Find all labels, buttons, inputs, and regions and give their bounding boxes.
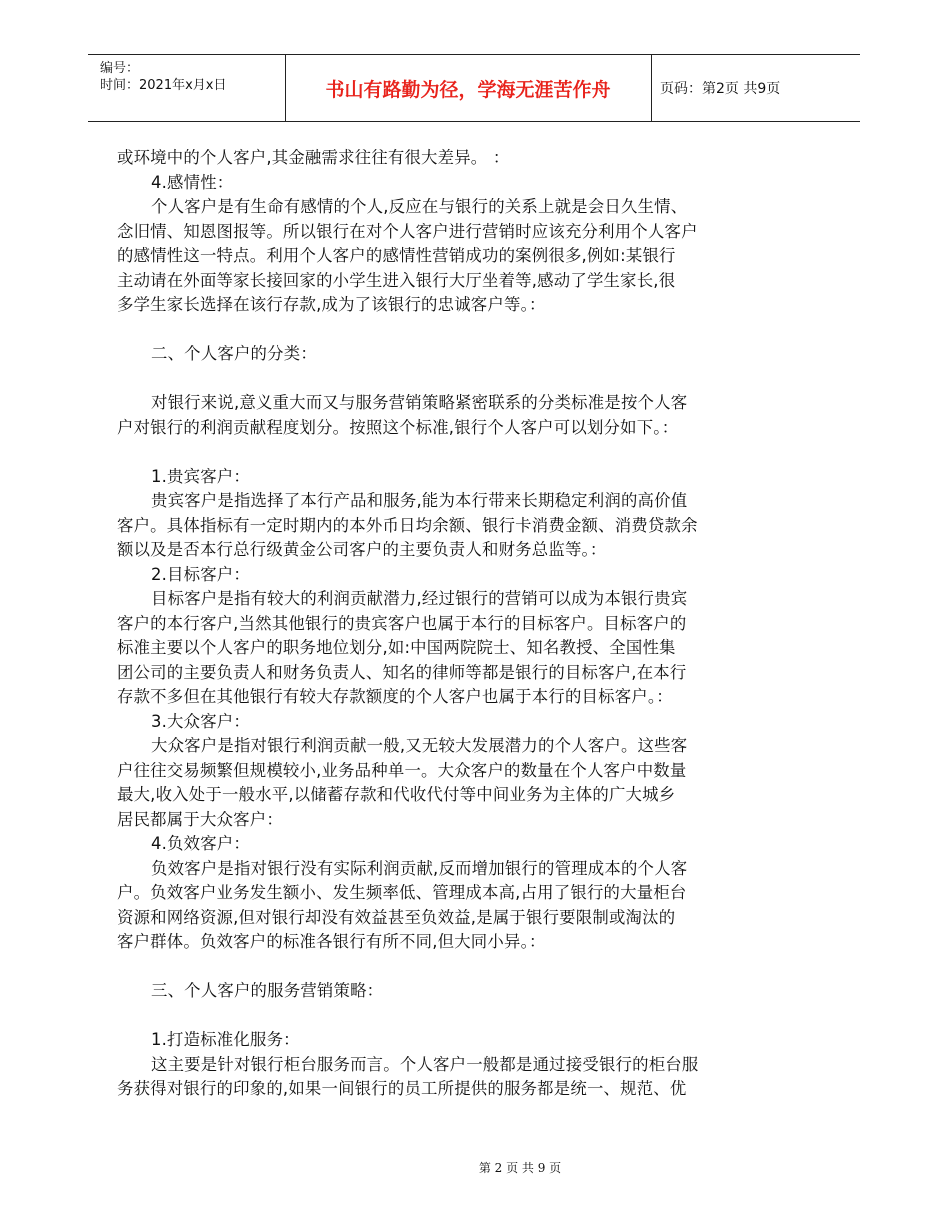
paragraph-gap: [117, 318, 782, 343]
body-line: 客户。具体指标有一定时期内的本外币日均余额、银行卡消费金额、消费贷款余: [117, 515, 698, 535]
subheading: 4.感情性：: [151, 172, 234, 192]
section-heading: 二、个人客户的分类：: [151, 344, 317, 363]
subheading: 1.打造标准化服务：: [151, 1030, 300, 1049]
header-divider-right: [651, 54, 652, 122]
body-line: 标准主要以个人客户的职务地位划分,如:中国两院院士、知名教授、全国性集: [117, 638, 676, 657]
paragraph-gap: [117, 1004, 782, 1029]
body-line: 贵宾客户是指选择了本行产品和服务,能为本行带来长期稳定利润的高价值: [151, 491, 688, 510]
body-line: 额以及是否本行总行级黄金公司客户的主要负责人和财务总监等。：: [117, 540, 607, 559]
body-line: 存款不多但在其他银行有较大存款额度的个人客户也属于本行的目标客户。：: [117, 687, 673, 706]
section-heading: 三、个人客户的服务营销策略：: [151, 981, 384, 1000]
body-line: 的感情性这一特点。利用个人客户的感情性营销成功的案例很多,例如:某银行: [117, 246, 676, 265]
paragraph-gap: [117, 440, 782, 465]
body-line: 大众客户是指对银行利润贡献一般,又无较大发展潜力的个人客户。这些客: [151, 736, 688, 755]
body-line: 居民都属于大众客户：: [117, 809, 283, 829]
body-line: 资源和网络资源,但对银行却没有效益甚至负效益,是属于银行要限制或淘汰的: [117, 907, 676, 927]
body-line: 这主要是针对银行柜台服务而言。个人客户一般都是通过接受银行的柜台服: [151, 1054, 699, 1074]
header-time-label: 时间：2021年x月x日: [100, 78, 227, 93]
body-line: 对银行来说,意义重大而又与服务营销策略紧密联系的分类标准是按个人客: [151, 393, 688, 412]
document-body: [117, 146, 782, 1102]
subheading: 4.负效客户：: [151, 834, 250, 853]
subheading: 1.贵宾客户：: [151, 466, 250, 486]
body-line: 户。负效客户业务发生额小、发生频率低、管理成本高,占用了银行的大量柜台: [117, 883, 687, 902]
subheading: 3.大众客户：: [151, 711, 250, 731]
body-line: 或环境中的个人客户,其金融需求往往有很大差异。 ：: [117, 148, 510, 167]
body-line: 客户的本行客户,当然其他银行的贵宾客户也属于本行的目标客户。目标客户的: [117, 613, 687, 633]
header-motto: 书山有路勤为径，学海无涯苦作舟: [325, 78, 611, 101]
subheading: 2.目标客户：: [151, 564, 250, 584]
body-line: 最大,收入处于一般水平,以储蓄存款和代收代付等中间业务为主体的广大城乡: [117, 785, 676, 804]
page-footer: 第 2 页 共 9 页: [478, 1161, 562, 1175]
body-line: 户对银行的利润贡献程度划分。按照这个标准,银行个人客户可以划分如下。：: [117, 417, 679, 437]
body-line: 主动请在外面等家长接回家的小学生进入银行大厅坐着等,感动了学生家长,很: [117, 270, 676, 290]
header-page-info: 页码：第2页 共9页: [660, 81, 781, 97]
body-line: 客户群体。负效客户的标准各银行有所不同,但大同小异。：: [117, 932, 546, 951]
body-line: 户往往交易频繁但规模较小,业务品种单一。大众客户的数量在个人客户中数量: [117, 760, 687, 780]
paragraph-gap: [117, 367, 782, 392]
header-number-label: 编号：: [100, 61, 140, 76]
body-line: 念旧情、知恩图报等。所以银行在对个人客户进行营销时应该充分利用个人客户: [117, 221, 698, 241]
body-line: 负效客户是指对银行没有实际利润贡献,反而增加银行的管理成本的个人客: [151, 858, 688, 878]
body-line: 团公司的主要负责人和财务负责人、知名的律师等都是银行的目标客户,在本行: [117, 662, 687, 682]
header-meta: [100, 60, 226, 94]
body-line: 个人客户是有生命有感情的个人,反应在与银行的关系上就是会日久生情、: [151, 197, 688, 216]
body-line: 务获得对银行的印象的,如果一间银行的员工所提供的服务都是统一、规范、优: [117, 1079, 687, 1098]
page-header: [88, 54, 860, 122]
body-line: 多学生家长选择在该行存款,成为了该银行的忠诚客户等。：: [117, 295, 546, 314]
paragraph-gap: [117, 955, 782, 980]
body-line: 目标客户是指有较大的利润贡献潜力,经过银行的营销可以成为本银行贵宾: [151, 589, 688, 608]
